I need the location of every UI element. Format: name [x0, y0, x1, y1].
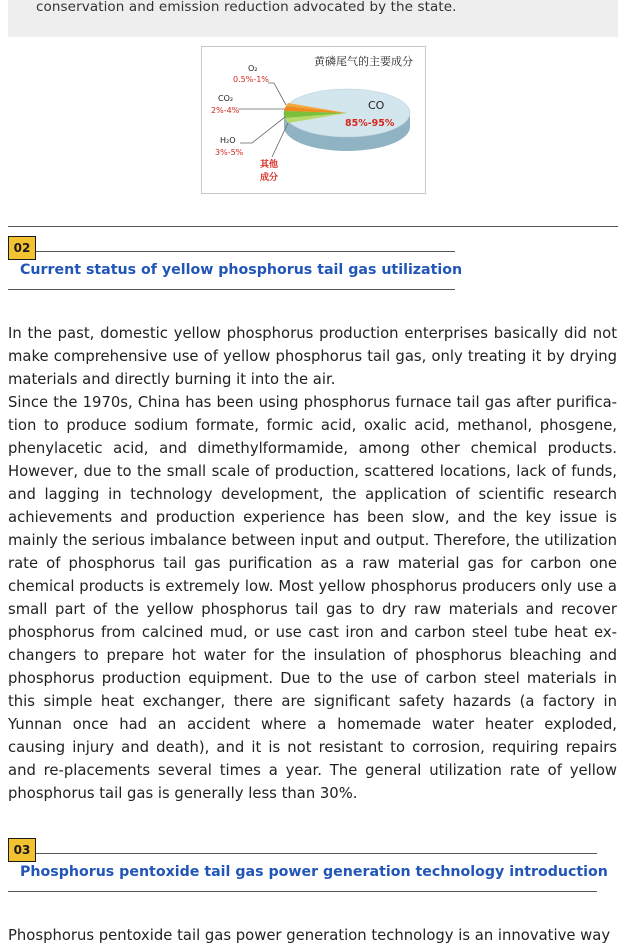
section2-paragraph-2: Since the 1970s, China has been using phosphorus furnace tail gas after purifica-tion to produce sodium formate, formic acid, oxalic acid, methanol, phosgene, phenylacetic acid, and dimethylformamide, among other chemical products. However, due to the small scale of production, scattered locations, lack of funds, and lagging in technology development, the application of scientific research achievements and production experience has been slow, and the key issue is mainly the serious imbalance between input and output. Therefore, the utilization rate of phosphorus tail gas purification as a raw material gas for carbon one chemical products is extremely low. Most yellow phosphorus producers only use a small part of the yellow phosphorus tail gas to dry raw materials and recover phosphorus from calcined mud, or use cast iron and carbon steel tube heat ex-changers to prepare hot water for the insulation of phosphorus bleaching and phosphorus production equipment. Due to the use of carbon steel materials in this simple heat exchanger, there are significant safety hazards (a factory in Yunnan once had an accident where a homemade water heater exploded, causing injury and death), and it is not resistant to corrosion, requiring repairs and re-placements several times a year. The general utilization rate of yellow phosphorus tail gas is generally less than 30%. [8, 394, 617, 802]
co2-label: CO₂ [218, 94, 234, 103]
section3-paragraph-1: Phosphorus pentoxide tail gas power generation technology is an innovative way [8, 927, 611, 944]
co-range: 85%-95% [345, 118, 395, 129]
section-divider [8, 226, 618, 227]
section2-paragraph-1: In the past, domestic yellow phosphorus production enterprises basically did not make comprehensive use of yellow phosphorus tail gas, only treating it by drying materials and directly burning it into the air. [8, 325, 617, 388]
section2-body [8, 322, 617, 805]
h2o-leader-line [240, 117, 285, 143]
section3-bottom-rule [8, 891, 597, 892]
other-label-line1: 其他 [260, 160, 279, 170]
section2-title: Current status of yellow phosphorus tail gas utilization [20, 262, 463, 278]
o2-label: O₂ [248, 64, 258, 73]
section2-number-badge: 02 [8, 236, 36, 260]
co-label: CO [368, 99, 385, 112]
section3-title: Phosphorus pentoxide tail gas power generation technology introduction [20, 864, 608, 880]
figure-title: 黄磷尾气的主要成分 [314, 55, 413, 68]
section3-body [8, 924, 617, 947]
tail-gas-composition-figure [201, 46, 426, 194]
h2o-range: 3%-5% [215, 148, 244, 157]
o2-leader-line [268, 83, 286, 105]
o2-range: 0.5%-1% [233, 75, 269, 84]
section3-top-rule [34, 853, 597, 854]
section3-number-badge: 03 [8, 838, 36, 862]
section2-top-rule [34, 251, 455, 252]
other-label-line2: 成分 [260, 173, 279, 183]
intro-text: conservation and emission reduction advocated by the state. [36, 0, 457, 15]
intro-callout [8, 0, 618, 37]
other-leader-line [272, 123, 288, 157]
h2o-label: H₂O [220, 136, 236, 145]
composition-pie-svg [202, 47, 425, 193]
co2-range: 2%-4% [211, 106, 240, 115]
section2-bottom-rule [8, 289, 455, 290]
